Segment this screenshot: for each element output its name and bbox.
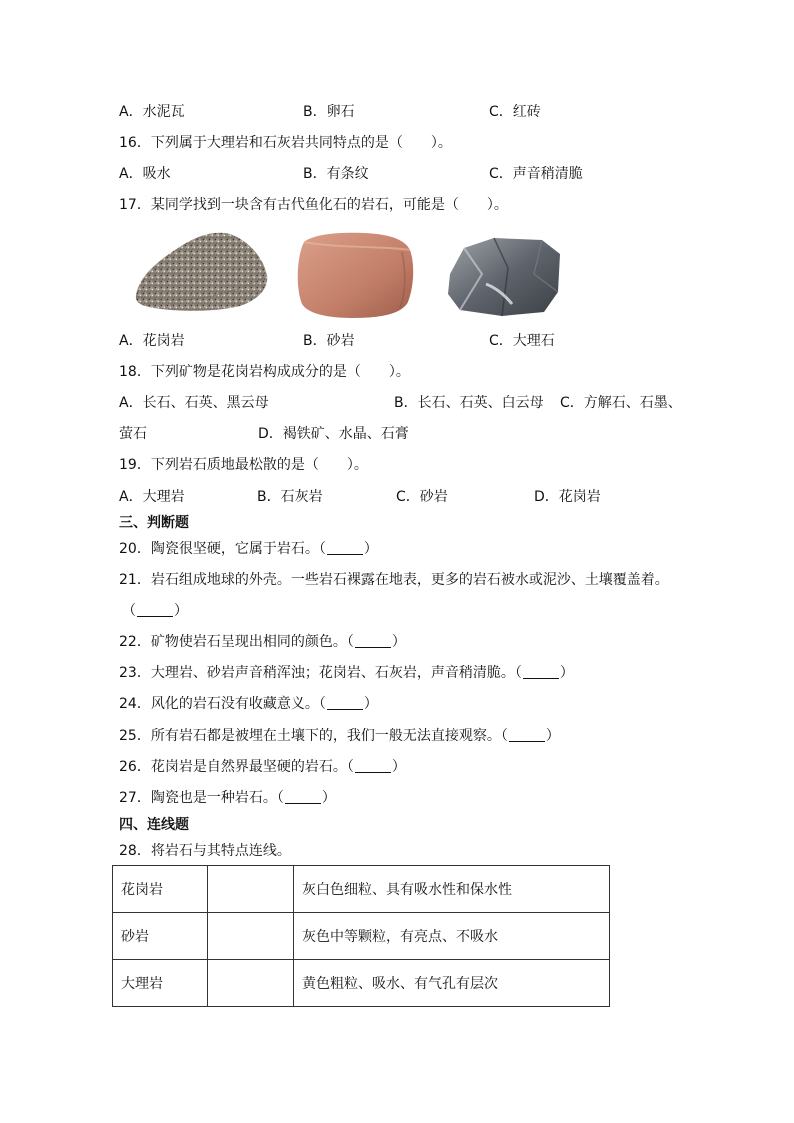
table-row [113,866,610,913]
answer-blank[interactable] [285,789,321,804]
marble-rock-image [446,234,564,318]
judge-item: 25．所有岩石都是被埋在土壤下的，我们一般无法直接观察。（ ） [119,728,560,744]
table-row [113,960,610,1007]
q17-option-c[interactable]: C．大理石 [489,333,555,349]
judge-item: 27．陶瓷也是一种岩石。（ ） [119,790,336,806]
answer-blank[interactable] [523,664,559,679]
connect-space-cell[interactable] [208,866,294,913]
q18-stem: 18．下列矿物是花岗岩构成成分的是（ ）。 [119,364,410,380]
feature-cell[interactable]: 灰色中等颗粒，有亮点、不吸水 [294,913,610,960]
q17-option-b[interactable]: B．砂岩 [303,333,355,349]
q18-option-a[interactable]: A．长石、石英、黑云母 [119,395,269,411]
q16-option-c[interactable]: C．声音稍清脆 [489,166,583,182]
section-4-heading: 四、连线题 [119,817,189,833]
q19-option-b[interactable]: B．石灰岩 [257,489,323,505]
q18-option-c-cont: 萤石 [119,426,147,442]
connect-space-cell[interactable] [208,960,294,1007]
q17-option-a[interactable]: A．花岗岩 [119,333,185,349]
q17-stem: 17．某同学找到一块含有古代鱼化石的岩石，可能是（ ）。 [119,197,508,213]
answer-blank[interactable] [327,695,363,710]
q18-option-c[interactable]: C．方解石、石墨、 [560,395,682,411]
judge-item: 22．矿物使岩石呈现出相同的颜色。（ ） [119,634,406,650]
answer-blank[interactable] [137,602,173,617]
judge-item: 26．花岗岩是自然界最坚硬的岩石。（ ） [119,759,406,775]
matching-table [112,865,610,1007]
rock-name-cell[interactable]: 花岗岩 [113,866,208,913]
judge-item: 23．大理岩、砂岩声音稍浑浊；花岗岩、石灰岩，声音稍清脆。（ ） [119,665,574,681]
table-row [113,913,610,960]
sandstone-rock-image [294,228,418,320]
answer-blank[interactable] [327,540,363,555]
feature-cell[interactable]: 黄色粗粒、吸水、有气孔有层次 [294,960,610,1007]
judge-item: 21．岩石组成地球的外壳。一些岩石裸露在地表，更多的岩石被水或泥沙、土壤覆盖着。 [119,572,669,588]
q19-option-a[interactable]: A．大理岩 [119,489,185,505]
answer-blank[interactable] [355,758,391,773]
q18-option-b[interactable]: B．长石、石英、白云母 [394,395,544,411]
answer-blank[interactable] [509,727,545,742]
q15-option-c[interactable]: C．红砖 [489,104,541,120]
q16-stem: 16．下列属于大理岩和石灰岩共同特点的是（ ）。 [119,135,452,151]
answer-blank[interactable] [355,633,391,648]
q16-option-b[interactable]: B．有条纹 [303,166,369,182]
q16-option-a[interactable]: A．吸水 [119,166,171,182]
q19-option-d[interactable]: D．花岗岩 [534,489,601,505]
granite-rock-image [130,226,270,314]
feature-cell[interactable]: 灰白色细粒、具有吸水性和保水性 [294,866,610,913]
connect-space-cell[interactable] [208,913,294,960]
q15-option-b[interactable]: B．卵石 [303,104,355,120]
judge-item-cont: （ ） [122,603,188,619]
section-3-heading: 三、判断题 [119,515,189,531]
rock-name-cell[interactable]: 大理岩 [113,960,208,1007]
q19-option-c[interactable]: C．砂岩 [396,489,448,505]
judge-item: 20．陶瓷很坚硬，它属于岩石。（ ） [119,541,378,557]
judge-item: 24．风化的岩石没有收藏意义。（ ） [119,696,378,712]
rock-name-cell[interactable]: 砂岩 [113,913,208,960]
q18-option-d[interactable]: D．褐铁矿、水晶、石膏 [258,426,409,442]
q28-stem: 28．将岩石与其特点连线。 [119,843,291,859]
q19-stem: 19．下列岩石质地最松散的是（ ）。 [119,457,368,473]
q15-option-a[interactable]: A．水泥瓦 [119,104,185,120]
